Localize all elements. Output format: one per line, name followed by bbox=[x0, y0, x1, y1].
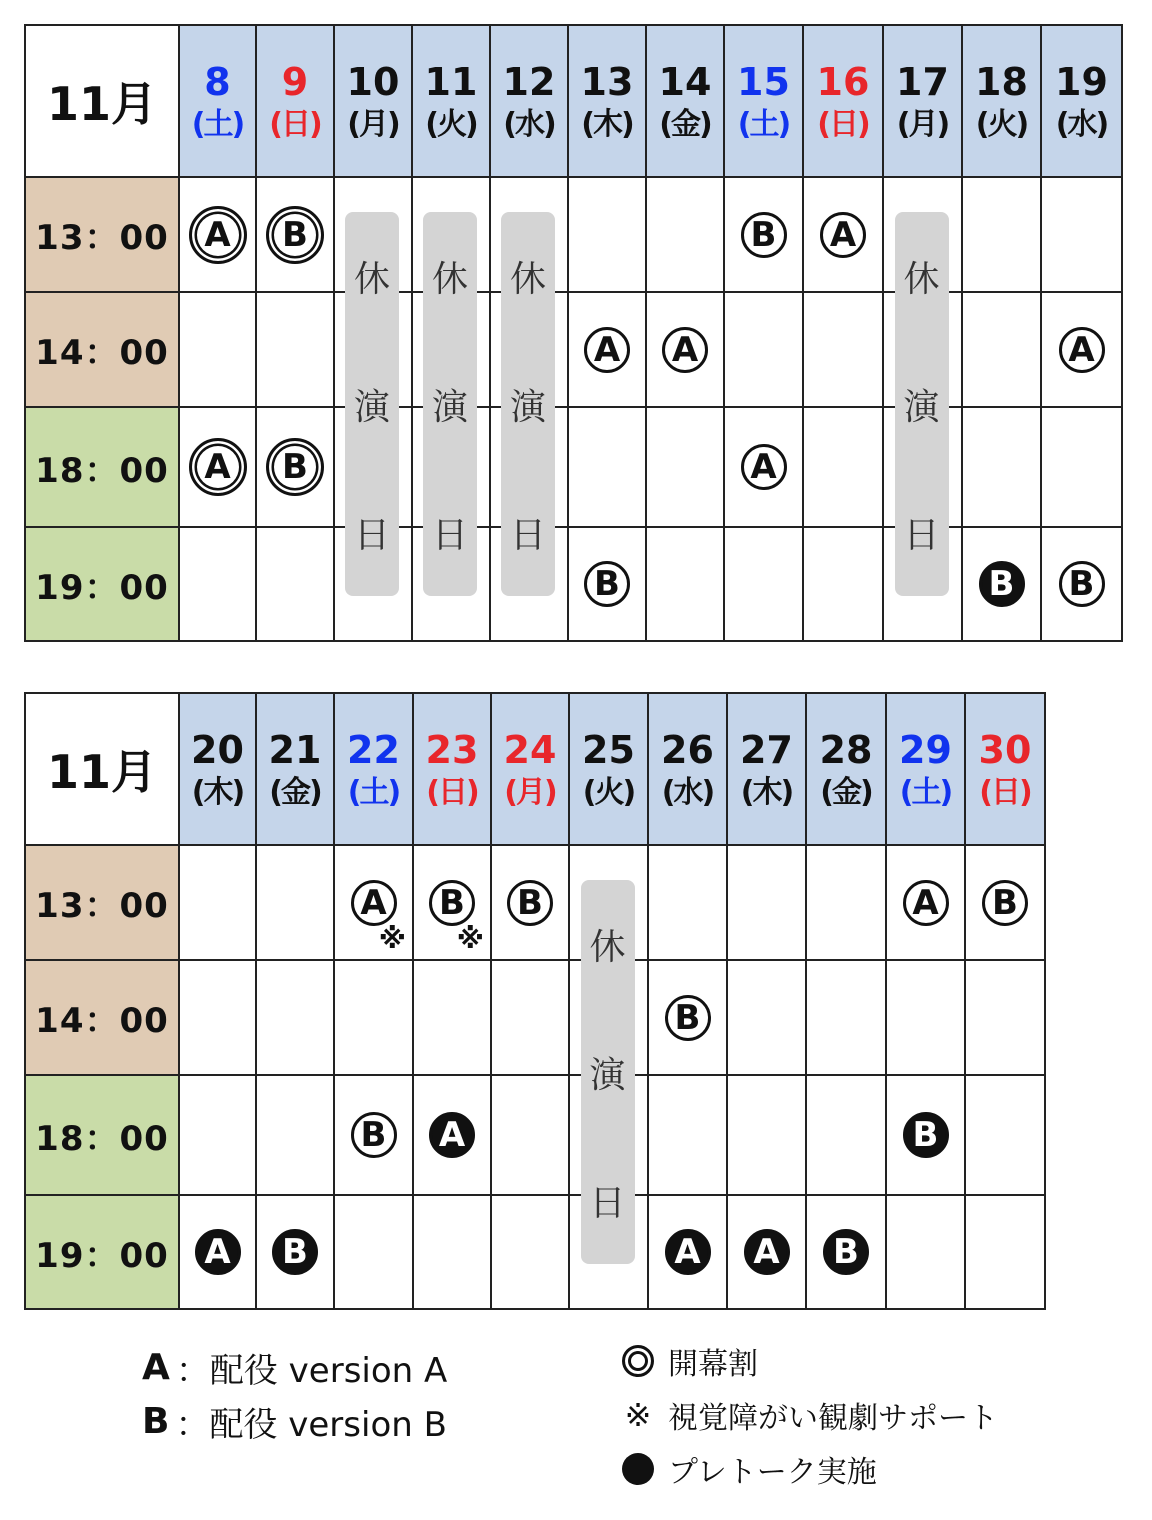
schedule-cell bbox=[806, 1075, 886, 1195]
weekday-label: (日) bbox=[817, 107, 869, 142]
performance-mark-b: B bbox=[1059, 561, 1105, 607]
schedule-cell bbox=[886, 1195, 965, 1309]
schedule-cell bbox=[648, 960, 727, 1075]
month-label: 11月 bbox=[25, 693, 179, 845]
schedule-cell bbox=[413, 845, 491, 960]
schedule-cell bbox=[568, 177, 646, 292]
time-slot-label: 19：00 bbox=[25, 527, 179, 641]
date-header bbox=[803, 25, 883, 177]
weekday-label: (木) bbox=[191, 775, 244, 810]
performance-mark-a: A bbox=[903, 880, 949, 926]
schedule-cell bbox=[256, 527, 334, 641]
time-slot-label: 13：00 bbox=[25, 845, 179, 960]
schedule-cell bbox=[569, 1075, 648, 1195]
schedule-cell bbox=[256, 407, 334, 527]
date-number: 16 bbox=[816, 59, 870, 104]
schedule-cell bbox=[412, 527, 490, 641]
date-number: 19 bbox=[1055, 59, 1108, 104]
schedule-table-2 bbox=[24, 692, 1046, 1310]
schedule-cell bbox=[962, 407, 1041, 527]
schedule-cell bbox=[412, 177, 490, 292]
schedule-cell bbox=[965, 1075, 1045, 1195]
weekday-label: (水) bbox=[661, 775, 714, 810]
schedule-cell bbox=[179, 960, 256, 1075]
schedule-cell bbox=[413, 1075, 491, 1195]
schedule-cell bbox=[334, 527, 412, 641]
schedule-cell bbox=[962, 292, 1041, 407]
date-header bbox=[1041, 25, 1122, 177]
schedule-table-1 bbox=[24, 24, 1123, 642]
performance-mark-b: B bbox=[903, 1112, 949, 1158]
double-circle-icon bbox=[622, 1345, 654, 1377]
weekday-label: (金) bbox=[820, 775, 872, 810]
rest-day-char: 演 bbox=[589, 1054, 626, 1096]
rest-day-char: 演 bbox=[431, 386, 468, 428]
schedule-cell bbox=[965, 845, 1045, 960]
weekday-label: (火) bbox=[582, 775, 635, 810]
weekday-label: (土) bbox=[737, 107, 790, 142]
weekday-label: (土) bbox=[347, 775, 400, 810]
date-header bbox=[569, 693, 648, 845]
support-mark: ※ bbox=[456, 922, 484, 955]
rest-day-char: 日 bbox=[903, 514, 940, 556]
weekday-label: (水) bbox=[1055, 107, 1108, 142]
schedule-cell bbox=[724, 292, 803, 407]
schedule-cell bbox=[724, 177, 803, 292]
date-header bbox=[568, 25, 646, 177]
performance-mark-a: A bbox=[665, 1229, 711, 1275]
schedule-cell bbox=[727, 960, 806, 1075]
date-number: 26 bbox=[661, 727, 714, 772]
performance-mark-a: A bbox=[820, 212, 866, 258]
support-mark: ※ bbox=[378, 922, 406, 955]
date-header bbox=[806, 693, 886, 845]
date-header bbox=[412, 25, 490, 177]
date-header bbox=[648, 693, 727, 845]
schedule-cell bbox=[883, 407, 962, 527]
schedule-cell bbox=[334, 177, 412, 292]
schedule-cell bbox=[568, 407, 646, 527]
date-header bbox=[965, 693, 1045, 845]
performance-mark-a: A bbox=[189, 206, 247, 264]
date-number: 23 bbox=[425, 727, 479, 772]
time-slot-label: 18：00 bbox=[25, 1075, 179, 1195]
date-number: 17 bbox=[896, 59, 949, 104]
schedule-cell bbox=[883, 292, 962, 407]
date-number: 22 bbox=[347, 727, 400, 772]
date-header bbox=[334, 25, 412, 177]
time-slot-label: 14：00 bbox=[25, 960, 179, 1075]
time-slot-label: 19：00 bbox=[25, 1195, 179, 1309]
month-label: 11月 bbox=[25, 25, 179, 177]
performance-mark-b: B bbox=[584, 561, 630, 607]
date-header bbox=[256, 25, 334, 177]
performance-mark-b: B bbox=[266, 438, 324, 496]
weekday-label: (木) bbox=[581, 107, 633, 142]
schedule-cell bbox=[727, 845, 806, 960]
schedule-cell bbox=[179, 407, 256, 527]
schedule-cell bbox=[727, 1075, 806, 1195]
weekday-label: (土) bbox=[191, 107, 244, 142]
date-number: 18 bbox=[975, 59, 1028, 104]
legend-version-a: ：配役 version A bbox=[175, 1350, 448, 1391]
schedule-cell bbox=[569, 1195, 648, 1309]
time-slot-label: 18：00 bbox=[25, 407, 179, 527]
weekday-label: (金) bbox=[269, 775, 321, 810]
date-number: 9 bbox=[281, 59, 309, 104]
date-number: 28 bbox=[819, 727, 873, 772]
weekday-label: (日) bbox=[269, 107, 321, 142]
date-number: 13 bbox=[580, 59, 634, 104]
schedule-cell bbox=[491, 1195, 569, 1309]
legend-symbols bbox=[618, 1334, 998, 1496]
date-header bbox=[646, 25, 724, 177]
performance-mark-b: B bbox=[823, 1229, 869, 1275]
schedule-cell bbox=[803, 527, 883, 641]
schedule-cell bbox=[490, 407, 568, 527]
schedule-cell bbox=[568, 527, 646, 641]
schedule-cell bbox=[646, 177, 724, 292]
schedule-cell bbox=[648, 1195, 727, 1309]
performance-mark-b: B bbox=[266, 206, 324, 264]
schedule-cell bbox=[179, 1195, 256, 1309]
schedule-cell bbox=[490, 177, 568, 292]
schedule-cell bbox=[803, 407, 883, 527]
weekday-label: (木) bbox=[740, 775, 793, 810]
legend-talk: プレトーク実施 bbox=[668, 1455, 877, 1490]
performance-mark-b: B bbox=[507, 880, 553, 926]
rest-day-char: 演 bbox=[903, 386, 940, 428]
rest-day-char: 日 bbox=[431, 514, 468, 556]
asterisk-mark-icon: ※ bbox=[624, 1396, 652, 1434]
legend-key-a: A bbox=[142, 1346, 170, 1388]
schedule-cell bbox=[648, 1075, 727, 1195]
schedule-cell bbox=[491, 845, 569, 960]
schedule-cell bbox=[490, 527, 568, 641]
date-number: 15 bbox=[737, 59, 790, 104]
schedule-cell bbox=[646, 407, 724, 527]
schedule-cell bbox=[568, 292, 646, 407]
schedule-cell bbox=[334, 1075, 413, 1195]
weekday-label: (火) bbox=[975, 107, 1028, 142]
schedule-cell bbox=[179, 845, 256, 960]
schedule-cell bbox=[334, 845, 413, 960]
date-header bbox=[491, 693, 569, 845]
schedule-cell bbox=[413, 960, 491, 1075]
legend-support: 視覚障がい観劇サポート bbox=[668, 1401, 998, 1436]
performance-mark-b: B bbox=[351, 1112, 397, 1158]
date-header bbox=[883, 25, 962, 177]
date-header bbox=[727, 693, 806, 845]
schedule-cell bbox=[962, 527, 1041, 641]
performance-mark-a: A bbox=[189, 438, 247, 496]
rest-day-char: 演 bbox=[509, 386, 546, 428]
rest-day-char: 日 bbox=[589, 1182, 626, 1224]
schedule-cell bbox=[490, 292, 568, 407]
filled-circle-icon bbox=[622, 1453, 654, 1485]
performance-mark-b: B bbox=[429, 880, 475, 926]
date-header bbox=[413, 693, 491, 845]
performance-mark-b: B bbox=[979, 561, 1025, 607]
schedule-cell bbox=[962, 177, 1041, 292]
weekday-label: (土) bbox=[899, 775, 952, 810]
performance-mark-a: A bbox=[429, 1112, 475, 1158]
date-header bbox=[179, 693, 256, 845]
time-slot-label: 14：00 bbox=[25, 292, 179, 407]
date-header bbox=[886, 693, 965, 845]
performance-mark-b: B bbox=[272, 1229, 318, 1275]
schedule-cell bbox=[724, 527, 803, 641]
schedule-cell bbox=[569, 845, 648, 960]
schedule-cell bbox=[1041, 292, 1122, 407]
weekday-label: (水) bbox=[503, 107, 555, 142]
performance-mark-a: A bbox=[662, 327, 708, 373]
performance-mark-b: B bbox=[741, 212, 787, 258]
schedule-cell bbox=[965, 1195, 1045, 1309]
schedule-cell bbox=[803, 177, 883, 292]
schedule-cell bbox=[727, 1195, 806, 1309]
schedule-cell bbox=[256, 177, 334, 292]
legend-versions bbox=[142, 1340, 447, 1448]
schedule-cell bbox=[724, 407, 803, 527]
date-number: 10 bbox=[346, 59, 400, 104]
rest-day-char: 日 bbox=[509, 514, 546, 556]
rest-day-char: 日 bbox=[353, 514, 390, 556]
weekday-label: (月) bbox=[896, 107, 949, 142]
legend-key-b: B bbox=[142, 1400, 170, 1442]
schedule-cell bbox=[886, 960, 965, 1075]
rest-day-char: 休 bbox=[589, 926, 626, 968]
date-header bbox=[256, 693, 334, 845]
date-number: 8 bbox=[204, 59, 231, 104]
rest-day-char: 休 bbox=[509, 258, 546, 300]
schedule-cell bbox=[803, 292, 883, 407]
performance-mark-a: A bbox=[584, 327, 630, 373]
performance-mark-a: A bbox=[351, 880, 397, 926]
weekday-label: (金) bbox=[659, 107, 711, 142]
date-number: 11 bbox=[424, 59, 478, 104]
rest-day-char: 休 bbox=[353, 258, 390, 300]
schedule-cell bbox=[886, 1075, 965, 1195]
schedule-cell bbox=[179, 177, 256, 292]
rest-day-char: 演 bbox=[353, 386, 390, 428]
date-number: 14 bbox=[658, 59, 712, 104]
performance-mark-a: A bbox=[741, 444, 787, 490]
weekday-label: (月) bbox=[347, 107, 399, 142]
schedule-cell bbox=[883, 527, 962, 641]
schedule-cell bbox=[646, 292, 724, 407]
schedule-cell bbox=[334, 1195, 413, 1309]
schedule-cell bbox=[646, 527, 724, 641]
rest-day-char: 休 bbox=[431, 258, 468, 300]
schedule-cell bbox=[965, 960, 1045, 1075]
date-header bbox=[962, 25, 1041, 177]
time-slot-label: 13：00 bbox=[25, 177, 179, 292]
schedule-cell bbox=[256, 292, 334, 407]
schedule-cell bbox=[1041, 177, 1122, 292]
schedule-cell bbox=[256, 1075, 334, 1195]
schedule-cell bbox=[412, 407, 490, 527]
legend-version-b: ：配役 version B bbox=[175, 1404, 447, 1445]
date-number: 29 bbox=[899, 727, 952, 772]
legend-opening: 開幕割 bbox=[668, 1347, 758, 1382]
rest-day-char: 休 bbox=[903, 258, 940, 300]
schedule-cell bbox=[886, 845, 965, 960]
schedule-cell bbox=[1041, 527, 1122, 641]
schedule-cell bbox=[491, 1075, 569, 1195]
schedule-cell bbox=[334, 960, 413, 1075]
performance-mark-b: B bbox=[665, 995, 711, 1041]
date-header bbox=[490, 25, 568, 177]
date-number: 25 bbox=[582, 727, 635, 772]
schedule-cell bbox=[1041, 407, 1122, 527]
schedule-cell bbox=[334, 292, 412, 407]
date-number: 27 bbox=[740, 727, 793, 772]
schedule-cell bbox=[491, 960, 569, 1075]
schedule-cell bbox=[648, 845, 727, 960]
weekday-label: (月) bbox=[504, 775, 556, 810]
schedule-cell bbox=[806, 960, 886, 1075]
date-header bbox=[334, 693, 413, 845]
date-number: 24 bbox=[503, 727, 557, 772]
schedule-cell bbox=[179, 527, 256, 641]
weekday-label: (日) bbox=[979, 775, 1031, 810]
date-number: 20 bbox=[191, 727, 244, 772]
date-number: 12 bbox=[502, 59, 556, 104]
schedule-cell bbox=[412, 292, 490, 407]
performance-mark-b: B bbox=[982, 880, 1028, 926]
schedule-cell bbox=[256, 960, 334, 1075]
performance-mark-a: A bbox=[1059, 327, 1105, 373]
schedule-cell bbox=[179, 1075, 256, 1195]
performance-mark-a: A bbox=[195, 1229, 241, 1275]
schedule-cell bbox=[179, 292, 256, 407]
schedule-cell bbox=[413, 1195, 491, 1309]
date-number: 30 bbox=[978, 727, 1032, 772]
weekday-label: (火) bbox=[425, 107, 477, 142]
date-number: 21 bbox=[268, 727, 322, 772]
weekday-label: (日) bbox=[426, 775, 478, 810]
date-header bbox=[179, 25, 256, 177]
schedule-cell bbox=[334, 407, 412, 527]
schedule-cell bbox=[806, 1195, 886, 1309]
schedule-cell bbox=[883, 177, 962, 292]
schedule-cell bbox=[256, 1195, 334, 1309]
schedule-cell bbox=[256, 845, 334, 960]
performance-mark-a: A bbox=[744, 1229, 790, 1275]
date-header bbox=[724, 25, 803, 177]
schedule-cell bbox=[806, 845, 886, 960]
schedule-cell bbox=[569, 960, 648, 1075]
